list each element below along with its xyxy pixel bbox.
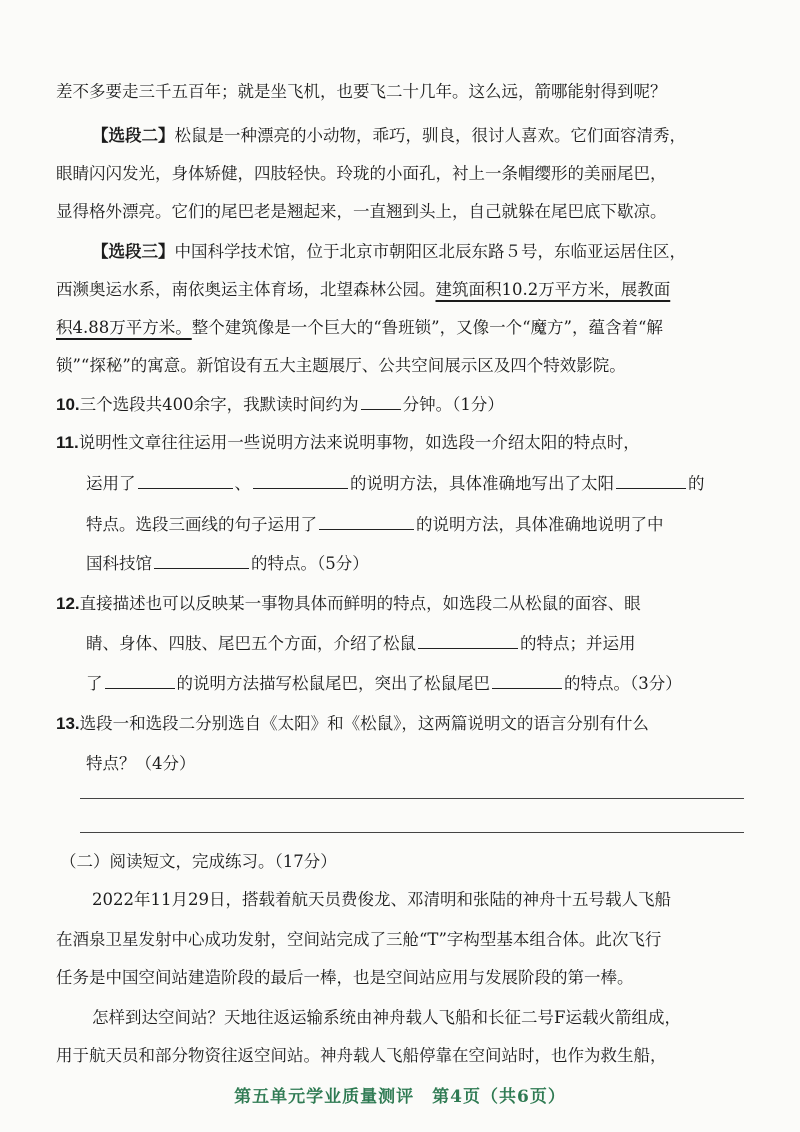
question-13-line-2: 特点？（4分） xyxy=(86,754,196,773)
question-10-number: 10. xyxy=(56,395,80,414)
section-2-para-1-line-3: 任务是中国空间站建造阶段的最后一棒，也是空间站应用与发展阶段的第一棒。 xyxy=(56,968,634,987)
q11-text-e: 特点。选段三画线的句子运用了 xyxy=(86,515,317,534)
answer-blank-q10[interactable] xyxy=(361,387,401,410)
answer-blank-q11-1[interactable] xyxy=(138,466,233,489)
question-12-line-1 xyxy=(56,584,746,624)
q12-text-d: 的说明方法描写松鼠尾巴，突出了松鼠尾巴 xyxy=(176,674,490,693)
q11-text-g: 国科技馆 xyxy=(86,554,152,573)
q11-text-c: 的说明方法，具体准确地写出了太阳 xyxy=(350,474,614,493)
section-2-para-2-line-1: 怎样到达空间站？天地往返运输系统由神舟载人飞船和长征二号F运载火箭组成， xyxy=(92,1008,681,1027)
q11-text-d: 的 xyxy=(688,474,705,493)
selection-3-line-1 xyxy=(92,232,746,272)
question-10-text-a: 三个选段共400余字，我默读时间约为 xyxy=(79,395,359,414)
question-13-text: 选段一和选段二分别选自《太阳》和《松鼠》，这两篇说明文的语言分别有什么 xyxy=(79,714,649,733)
question-11-text: 说明性文章往往运用一些说明方法来说明事物，如选段一介绍太阳的特点时， xyxy=(78,433,640,452)
underlined-sentence-part-1: 建筑面积10.2万平方米，展教面 xyxy=(435,280,671,299)
q11-text-h: 的特点。（5分） xyxy=(251,554,369,573)
question-11-line-2 xyxy=(86,464,746,504)
selection-3-text-b: 整个建筑像是一个巨大的“鲁班锁”，又像一个“魔方”，蕴含着“解 xyxy=(191,318,663,337)
selection-3-text: 中国科学技术馆，位于北京市朝阳区北辰东路５号，东临亚运居住区， xyxy=(174,242,686,261)
question-10-text-b: 分钟。（1分） xyxy=(402,395,504,414)
question-11-line-3 xyxy=(86,505,746,545)
answer-blank-q11-5[interactable] xyxy=(154,546,249,569)
q11-sep: 、 xyxy=(234,474,251,493)
answer-line-1[interactable] xyxy=(80,798,744,799)
q12-text-e: 的特点。（3分） xyxy=(564,674,682,693)
question-12-line-3 xyxy=(86,664,746,704)
answer-line-2[interactable] xyxy=(80,832,744,833)
selection-3-line-4: 锁”“探秘”的寓意。新馆设有五大主题展厅、公共空间展示区及四个特效影院。 xyxy=(56,356,626,375)
selection-3-line-3 xyxy=(56,308,746,348)
q11-text-a: 运用了 xyxy=(86,474,136,493)
section-2-heading: （二）阅读短文，完成练习。（17分） xyxy=(60,852,337,871)
passage-line-1: 差不多要走三千五百年；就是坐飞机，也要飞二十几年。这么远，箭哪能射得到呢？ xyxy=(56,82,667,101)
page-footer: 第五单元学业质量测评 第4页（共6页） xyxy=(234,1087,566,1107)
selection-2-text: 松鼠是一种漂亮的小动物，乖巧，驯良，很讨人喜欢。它们面容清秀， xyxy=(174,126,686,145)
selection-2-label: 【选段二】 xyxy=(92,126,175,145)
question-13-line-1 xyxy=(56,704,746,744)
answer-blank-q12-2[interactable] xyxy=(105,666,175,689)
q12-text-c: 了 xyxy=(86,674,103,693)
question-12-text: 直接描述也可以反映某一事物具体而鲜明的特点，如选段二从松鼠的面容、眼 xyxy=(79,594,641,613)
section-2-para-2-line-2: 用于航天员和部分物资往返空间站。神舟载人飞船停靠在空间站时，也作为救生船， xyxy=(56,1046,667,1065)
question-11-line-1 xyxy=(56,423,746,463)
answer-blank-q11-3[interactable] xyxy=(616,466,686,489)
q11-text-f: 的说明方法，具体准确地说明了中 xyxy=(416,515,664,534)
question-11-line-4 xyxy=(86,544,746,584)
selection-2-line-1 xyxy=(92,116,746,156)
section-2-para-1-line-2: 在酒泉卫星发射中心成功发射，空间站完成了三舱“T”字构型基本组合体。此次飞行 xyxy=(56,930,662,949)
question-11-number: 11. xyxy=(56,433,79,452)
section-2-para-1-line-1: 2022年11月29日，搭载着航天员费俊龙、邓清明和张陆的神舟十五号载人飞船 xyxy=(92,890,671,909)
answer-blank-q12-1[interactable] xyxy=(418,626,518,649)
answer-blank-q11-2[interactable] xyxy=(253,466,348,489)
question-13-number: 13. xyxy=(56,714,80,733)
question-12-line-2 xyxy=(86,624,746,664)
question-12-number: 12. xyxy=(56,594,80,613)
answer-blank-q11-4[interactable] xyxy=(319,507,414,530)
selection-2-line-2: 眼睛闪闪发光，身体矫健，四肢轻快。玲珑的小面孔，衬上一条帽缨形的美丽尾巴， xyxy=(56,164,667,183)
answer-blank-q12-3[interactable] xyxy=(492,666,562,689)
selection-2-line-3: 显得格外漂亮。它们的尾巴老是翘起来，一直翘到头上，自己就躲在尾巴底下歇凉。 xyxy=(56,202,667,221)
q12-text-a: 睛、身体、四肢、尾巴五个方面，介绍了松鼠 xyxy=(86,634,416,653)
question-10 xyxy=(56,385,746,425)
selection-3-line-2 xyxy=(56,270,746,310)
selection-3-text-a: 西濒奥运水系，南依奥运主体育场，北望森林公园。 xyxy=(56,280,436,299)
underlined-sentence-part-2: 积4.88万平方米。 xyxy=(56,318,192,337)
selection-3-label: 【选段三】 xyxy=(92,242,175,261)
q12-text-b: 的特点；并运用 xyxy=(520,634,636,653)
